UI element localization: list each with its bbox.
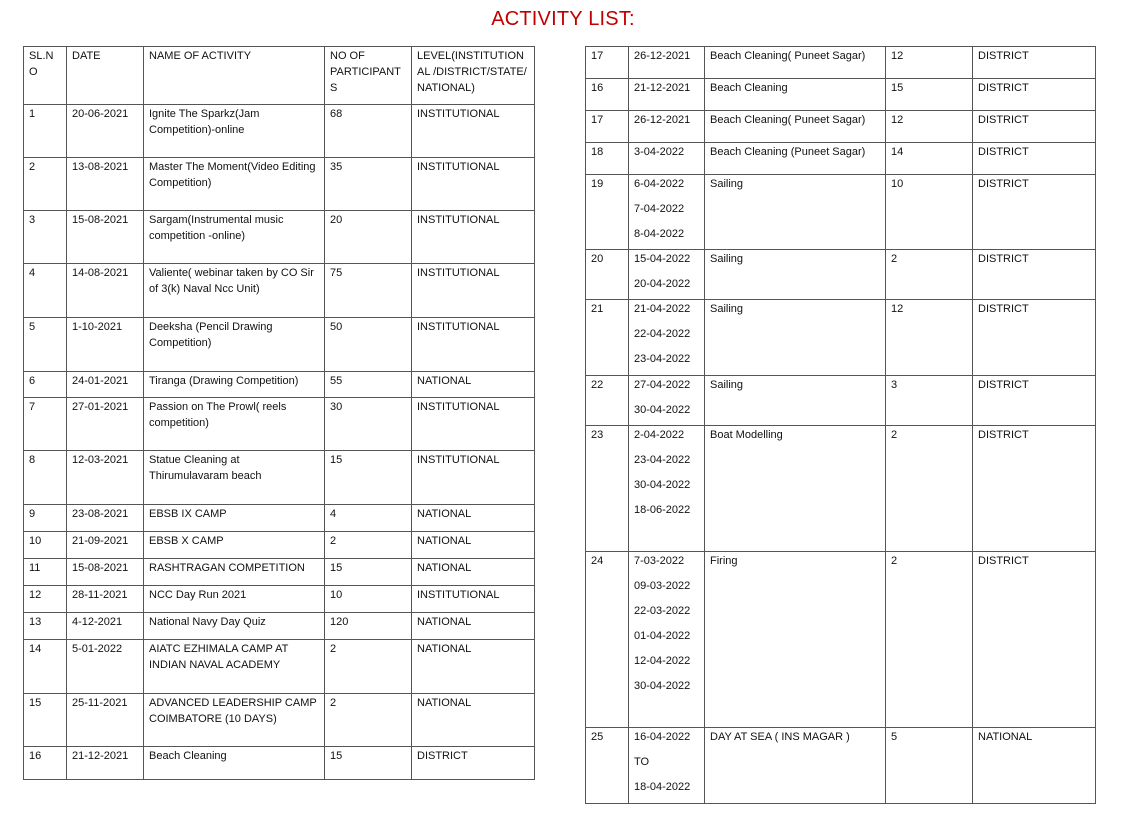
header-sl-no: SL.NO xyxy=(24,47,67,105)
cell-name-of-activity: EBSB IX CAMP xyxy=(144,505,325,532)
date-line: 09-03-2022 xyxy=(634,580,691,592)
cell-date xyxy=(629,250,705,300)
cell-participants: 35 xyxy=(325,158,412,211)
cell-name-of-activity: Statue Cleaning at Thirumulavaram beach xyxy=(144,451,325,505)
date-line: 27-01-2021 xyxy=(72,401,129,413)
cell-date xyxy=(629,728,705,804)
cell-sl-no: 22 xyxy=(586,376,629,426)
cell-name-of-activity: RASHTRAGAN COMPETITION xyxy=(144,559,325,586)
cell-date xyxy=(67,105,144,158)
date-line: 2-04-2022 xyxy=(634,429,685,441)
cell-name-of-activity: Valiente( webinar taken by CO Sir of 3(k) Naval Ncc Unit) xyxy=(144,264,325,318)
cell-name-of-activity: Ignite The Sparkz(Jam Competition)-online xyxy=(144,105,325,158)
table-row xyxy=(24,158,535,211)
cell-name-of-activity: National Navy Day Quiz xyxy=(144,613,325,640)
cell-sl-no: 3 xyxy=(24,211,67,264)
table-row xyxy=(24,559,535,586)
cell-name-of-activity: Sailing xyxy=(705,376,886,426)
cell-sl-no: 25 xyxy=(586,728,629,804)
cell-date xyxy=(67,532,144,559)
cell-name-of-activity: Beach Cleaning( Puneet Sagar) xyxy=(705,111,886,143)
cell-name-of-activity: DAY AT SEA ( INS MAGAR ) xyxy=(705,728,886,804)
cell-level: INSTITUTIONAL xyxy=(412,264,535,318)
cell-sl-no: 16 xyxy=(586,79,629,111)
table-row xyxy=(586,79,1096,111)
cell-participants: 15 xyxy=(325,451,412,505)
cell-sl-no: 18 xyxy=(586,143,629,175)
table-row xyxy=(586,175,1096,250)
cell-date xyxy=(67,694,144,747)
cell-name-of-activity: Master The Moment(Video Editing Competition) xyxy=(144,158,325,211)
cell-name-of-activity: Passion on The Prowl( reels competition) xyxy=(144,398,325,451)
date-line: 24-01-2021 xyxy=(72,375,129,387)
date-line: 20-06-2021 xyxy=(72,108,129,120)
cell-sl-no: 8 xyxy=(24,451,67,505)
table-row xyxy=(586,111,1096,143)
table-row xyxy=(586,47,1096,79)
date-line: 8-04-2022 xyxy=(634,228,685,240)
cell-level: NATIONAL xyxy=(412,640,535,694)
cell-date xyxy=(629,426,705,552)
date-line: 7-04-2022 xyxy=(634,203,685,215)
date-line: 7-03-2022 xyxy=(634,555,685,567)
cell-participants: 75 xyxy=(325,264,412,318)
cell-participants: 20 xyxy=(325,211,412,264)
cell-date xyxy=(67,211,144,264)
table-row xyxy=(586,426,1096,552)
cell-sl-no: 4 xyxy=(24,264,67,318)
cell-date xyxy=(629,300,705,376)
cell-sl-no: 17 xyxy=(586,111,629,143)
date-line: 20-04-2022 xyxy=(634,278,691,290)
cell-level: NATIONAL xyxy=(412,505,535,532)
cell-sl-no: 10 xyxy=(24,532,67,559)
date-line: 5-01-2022 xyxy=(72,643,123,655)
cell-sl-no: 15 xyxy=(24,694,67,747)
cell-level: NATIONAL xyxy=(412,372,535,398)
page-title: ACTIVITY LIST: xyxy=(491,8,635,30)
cell-date xyxy=(67,372,144,398)
header-level: LEVEL(INSTITUTIONAL /DISTRICT/STATE/NATIONAL) xyxy=(412,47,535,105)
header-name-of-activity: NAME OF ACTIVITY xyxy=(144,47,325,105)
date-line: 13-08-2021 xyxy=(72,161,129,173)
date-line: 18-06-2022 xyxy=(634,504,691,516)
cell-sl-no: 5 xyxy=(24,318,67,372)
cell-date xyxy=(67,505,144,532)
cell-date xyxy=(67,559,144,586)
date-line: 25-11-2021 xyxy=(72,697,128,709)
cell-participants: 2 xyxy=(325,694,412,747)
table-row xyxy=(24,398,535,451)
cell-sl-no: 23 xyxy=(586,426,629,552)
cell-level: DISTRICT xyxy=(973,376,1096,426)
cell-level: INSTITUTIONAL xyxy=(412,211,535,264)
cell-sl-no: 12 xyxy=(24,586,67,613)
table-row xyxy=(24,105,535,158)
activity-table-right xyxy=(585,46,1096,804)
activity-table-left xyxy=(23,46,535,780)
cell-level: DISTRICT xyxy=(412,747,535,780)
table-row xyxy=(586,728,1096,804)
cell-participants: 50 xyxy=(325,318,412,372)
cell-name-of-activity: Sargam(Instrumental music competition -online) xyxy=(144,211,325,264)
cell-name-of-activity: ADVANCED LEADERSHIP CAMP COIMBATORE (10 DAYS) xyxy=(144,694,325,747)
date-line: 30-04-2022 xyxy=(634,680,691,692)
cell-participants: 5 xyxy=(886,728,973,804)
cell-name-of-activity: Beach Cleaning( Puneet Sagar) xyxy=(705,47,886,79)
cell-sl-no: 7 xyxy=(24,398,67,451)
date-line: 14-08-2021 xyxy=(72,267,129,279)
cell-sl-no: 9 xyxy=(24,505,67,532)
date-line: 21-09-2021 xyxy=(72,535,129,547)
date-line: 30-04-2022 xyxy=(634,479,691,491)
date-line: 23-04-2022 xyxy=(634,454,691,466)
cell-date xyxy=(629,111,705,143)
cell-participants: 12 xyxy=(886,47,973,79)
cell-date xyxy=(67,158,144,211)
cell-participants: 55 xyxy=(325,372,412,398)
cell-level: NATIONAL xyxy=(412,613,535,640)
cell-level: NATIONAL xyxy=(412,559,535,586)
table-row xyxy=(586,376,1096,426)
cell-level: DISTRICT xyxy=(973,250,1096,300)
cell-date xyxy=(67,451,144,505)
cell-date xyxy=(629,79,705,111)
cell-name-of-activity: Beach Cleaning xyxy=(705,79,886,111)
cell-name-of-activity: Sailing xyxy=(705,300,886,376)
cell-level: DISTRICT xyxy=(973,175,1096,250)
date-line: 3-04-2022 xyxy=(634,146,685,158)
cell-sl-no: 11 xyxy=(24,559,67,586)
date-line: 16-04-2022 xyxy=(634,731,691,743)
table-row xyxy=(24,451,535,505)
cell-participants: 2 xyxy=(325,640,412,694)
cell-date xyxy=(629,175,705,250)
date-line: 18-04-2022 xyxy=(634,781,691,793)
date-line: TO xyxy=(634,756,650,768)
cell-level: DISTRICT xyxy=(973,300,1096,376)
cell-name-of-activity: Tiranga (Drawing Competition) xyxy=(144,372,325,398)
cell-date xyxy=(67,264,144,318)
cell-name-of-activity: AIATC EZHIMALA CAMP AT INDIAN NAVAL ACADEMY xyxy=(144,640,325,694)
date-line: 21-04-2022 xyxy=(634,303,691,315)
cell-participants: 120 xyxy=(325,613,412,640)
cell-level: INSTITUTIONAL xyxy=(412,158,535,211)
date-line: 12-03-2021 xyxy=(72,454,129,466)
cell-participants: 12 xyxy=(886,300,973,376)
cell-level: NATIONAL xyxy=(412,694,535,747)
cell-date xyxy=(67,318,144,372)
cell-date xyxy=(67,398,144,451)
table-row xyxy=(586,143,1096,175)
date-line: 4-12-2021 xyxy=(72,616,123,628)
date-line: 12-04-2022 xyxy=(634,655,691,667)
cell-sl-no: 14 xyxy=(24,640,67,694)
cell-level: DISTRICT xyxy=(973,552,1096,728)
cell-sl-no: 19 xyxy=(586,175,629,250)
cell-name-of-activity: Boat Modelling xyxy=(705,426,886,552)
table-row xyxy=(24,264,535,318)
cell-participants: 30 xyxy=(325,398,412,451)
date-line: 23-04-2022 xyxy=(634,353,691,365)
date-line: 15-04-2022 xyxy=(634,253,691,265)
date-line: 21-12-2021 xyxy=(634,82,691,94)
table-row xyxy=(586,300,1096,376)
cell-level: DISTRICT xyxy=(973,143,1096,175)
date-line: 6-04-2022 xyxy=(634,178,685,190)
cell-sl-no: 6 xyxy=(24,372,67,398)
cell-name-of-activity: Sailing xyxy=(705,250,886,300)
cell-date xyxy=(67,586,144,613)
cell-participants: 10 xyxy=(886,175,973,250)
cell-participants: 2 xyxy=(886,426,973,552)
cell-level: INSTITUTIONAL xyxy=(412,586,535,613)
date-line: 26-12-2021 xyxy=(634,114,691,126)
date-line: 27-04-2022 xyxy=(634,379,691,391)
cell-participants: 2 xyxy=(886,552,973,728)
cell-date xyxy=(67,640,144,694)
table-row xyxy=(24,586,535,613)
table-row xyxy=(24,318,535,372)
cell-sl-no: 16 xyxy=(24,747,67,780)
date-line: 15-08-2021 xyxy=(72,214,129,226)
table-row xyxy=(24,613,535,640)
cell-date xyxy=(67,747,144,780)
cell-participants: 4 xyxy=(325,505,412,532)
table-row xyxy=(24,211,535,264)
cell-level: DISTRICT xyxy=(973,79,1096,111)
date-line: 22-04-2022 xyxy=(634,328,691,340)
cell-participants: 2 xyxy=(886,250,973,300)
header-row xyxy=(24,47,535,105)
cell-sl-no: 17 xyxy=(586,47,629,79)
cell-sl-no: 21 xyxy=(586,300,629,376)
cell-sl-no: 20 xyxy=(586,250,629,300)
cell-participants: 3 xyxy=(886,376,973,426)
cell-level: DISTRICT xyxy=(973,111,1096,143)
header-date: DATE xyxy=(67,47,144,105)
table-row xyxy=(24,640,535,694)
cell-sl-no: 24 xyxy=(586,552,629,728)
table-row xyxy=(586,250,1096,300)
date-line: 15-08-2021 xyxy=(72,562,129,574)
cell-participants: 14 xyxy=(886,143,973,175)
cell-level: NATIONAL xyxy=(973,728,1096,804)
date-line: 01-04-2022 xyxy=(634,630,691,642)
cell-name-of-activity: Beach Cleaning xyxy=(144,747,325,780)
cell-participants: 10 xyxy=(325,586,412,613)
cell-level: DISTRICT xyxy=(973,47,1096,79)
cell-date xyxy=(629,376,705,426)
date-line: 23-08-2021 xyxy=(72,508,129,520)
cell-participants: 68 xyxy=(325,105,412,158)
cell-date xyxy=(629,47,705,79)
cell-date xyxy=(629,552,705,728)
cell-name-of-activity: EBSB X CAMP xyxy=(144,532,325,559)
cell-participants: 15 xyxy=(325,747,412,780)
table-row xyxy=(24,747,535,780)
table-row xyxy=(24,505,535,532)
cell-level: INSTITUTIONAL xyxy=(412,398,535,451)
cell-level: INSTITUTIONAL xyxy=(412,451,535,505)
date-line: 1-10-2021 xyxy=(72,321,123,333)
cell-sl-no: 2 xyxy=(24,158,67,211)
cell-date xyxy=(629,143,705,175)
cell-name-of-activity: Sailing xyxy=(705,175,886,250)
cell-name-of-activity: NCC Day Run 2021 xyxy=(144,586,325,613)
date-line: 21-12-2021 xyxy=(72,750,129,762)
cell-name-of-activity: Beach Cleaning (Puneet Sagar) xyxy=(705,143,886,175)
date-line: 22-03-2022 xyxy=(634,605,691,617)
cell-participants: 15 xyxy=(325,559,412,586)
cell-name-of-activity: Firing xyxy=(705,552,886,728)
cell-name-of-activity: Deeksha (Pencil Drawing Competition) xyxy=(144,318,325,372)
cell-level: DISTRICT xyxy=(973,426,1096,552)
cell-level: INSTITUTIONAL xyxy=(412,105,535,158)
date-line: 28-11-2021 xyxy=(72,589,128,601)
table-row xyxy=(24,372,535,398)
table-row xyxy=(24,532,535,559)
table-row xyxy=(24,694,535,747)
cell-date xyxy=(67,613,144,640)
cell-sl-no: 1 xyxy=(24,105,67,158)
cell-participants: 15 xyxy=(886,79,973,111)
cell-participants: 12 xyxy=(886,111,973,143)
date-line: 30-04-2022 xyxy=(634,404,691,416)
cell-level: INSTITUTIONAL xyxy=(412,318,535,372)
cell-participants: 2 xyxy=(325,532,412,559)
date-line: 26-12-2021 xyxy=(634,50,691,62)
cell-sl-no: 13 xyxy=(24,613,67,640)
header-no-of-participants: NO OF PARTICIPANTS xyxy=(325,47,412,105)
cell-level: NATIONAL xyxy=(412,532,535,559)
table-row xyxy=(586,552,1096,728)
